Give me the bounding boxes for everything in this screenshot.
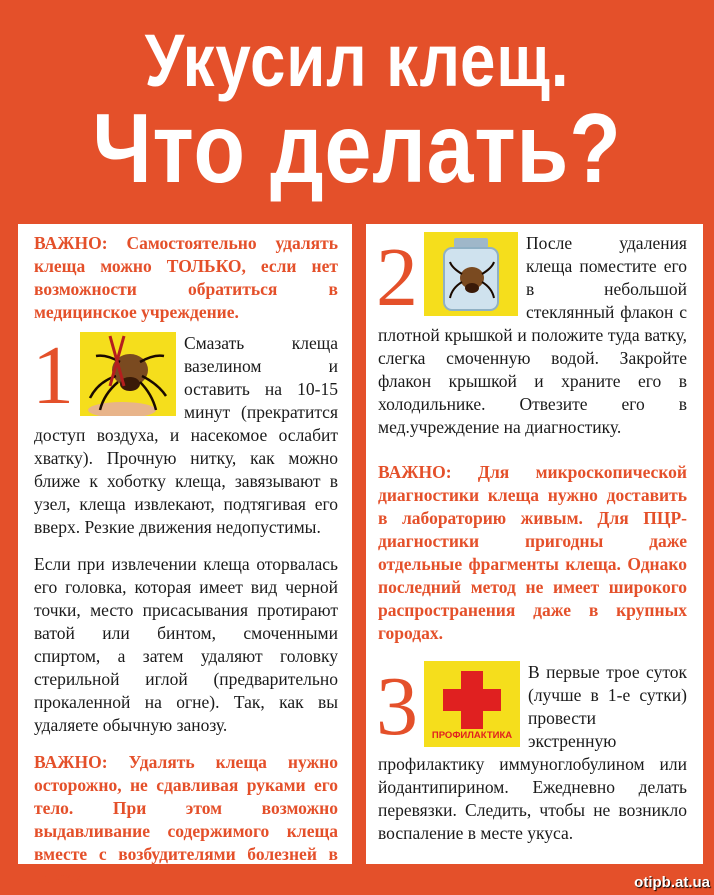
important-note-1: ВАЖНО: Самостоятельно удалять клеща можно ТОЛЬКО, если нет возможности обратиться в медицинское учреждение. [34,233,338,322]
paragraph-head-removal: Если при извлечении клеща оторвалась его головка, которая имеет вид черной точки, место присасывания протирают ватой или бинтом, смоченными спиртом, а затем удаляют головку стерильной иглой (предварительно прокаленной на огне). Так, как вы удаляете обычную занозу. [34,554,338,735]
important-note-2: ВАЖНО: Удалять клеща нужно осторожно, не сдавливая руками его тело. При этом возможно выдавливание содержимого клеща вместе с возбудителями болезней в ранку. [34,752,338,887]
step-2-number: 2 [376,231,418,324]
tick-on-skin-icon [80,332,176,416]
step-1-text: Смазать клеща вазелином и оставить на 10-15 минут (прекратится доступ воздуха, и насекомое ослабит хватку). Прочную нитку, как можно ближе к хоботку клеща, завязывают в узел, клеща извлекают, подтягивая его вверх. Резкие движения недопустимы. [34,333,338,537]
tick-jar-icon [424,232,518,316]
step-3-number: 3 [376,660,418,753]
title-line-2: Что делать? [92,93,622,203]
right-panel [366,224,703,864]
step-1-number: 1 [32,329,74,422]
left-panel [18,224,352,887]
important-note-3: ВАЖНО: Для микроскопической диагностики клеща нужно доставить в лабораторию живым. Для ПЦР-диагностики пригодны даже отдельные фрагменты клеща. Однако последний метод не имеет широкого распространения даже в крупных городах. [378,462,687,643]
prophylaxis-label: ПРОФИЛАКТИКА [431,730,513,741]
step-3-text: В первые трое суток (лучше в 1-е сутки) провести экстренную профилактику иммуноглобулином или йодантипирином. Ежедневно делать перевязки. Следить, чтобы не возникло воспаление в месте укуса. [378,662,687,843]
prophylaxis-cross-icon [424,661,520,747]
title-line-1: Укусил клещ. [144,19,570,102]
footer-url: otipb.at.ua [634,874,710,891]
step-2-text: После удаления клеща поместите его в небольшой стеклянный флакон с плотной крышкой и положите туда ватку, слегка смоченную водой. Закройте флакон крышкой и храните его в холодильнике. Отвезите его в мед.учреждение на диагностику. [378,233,687,437]
